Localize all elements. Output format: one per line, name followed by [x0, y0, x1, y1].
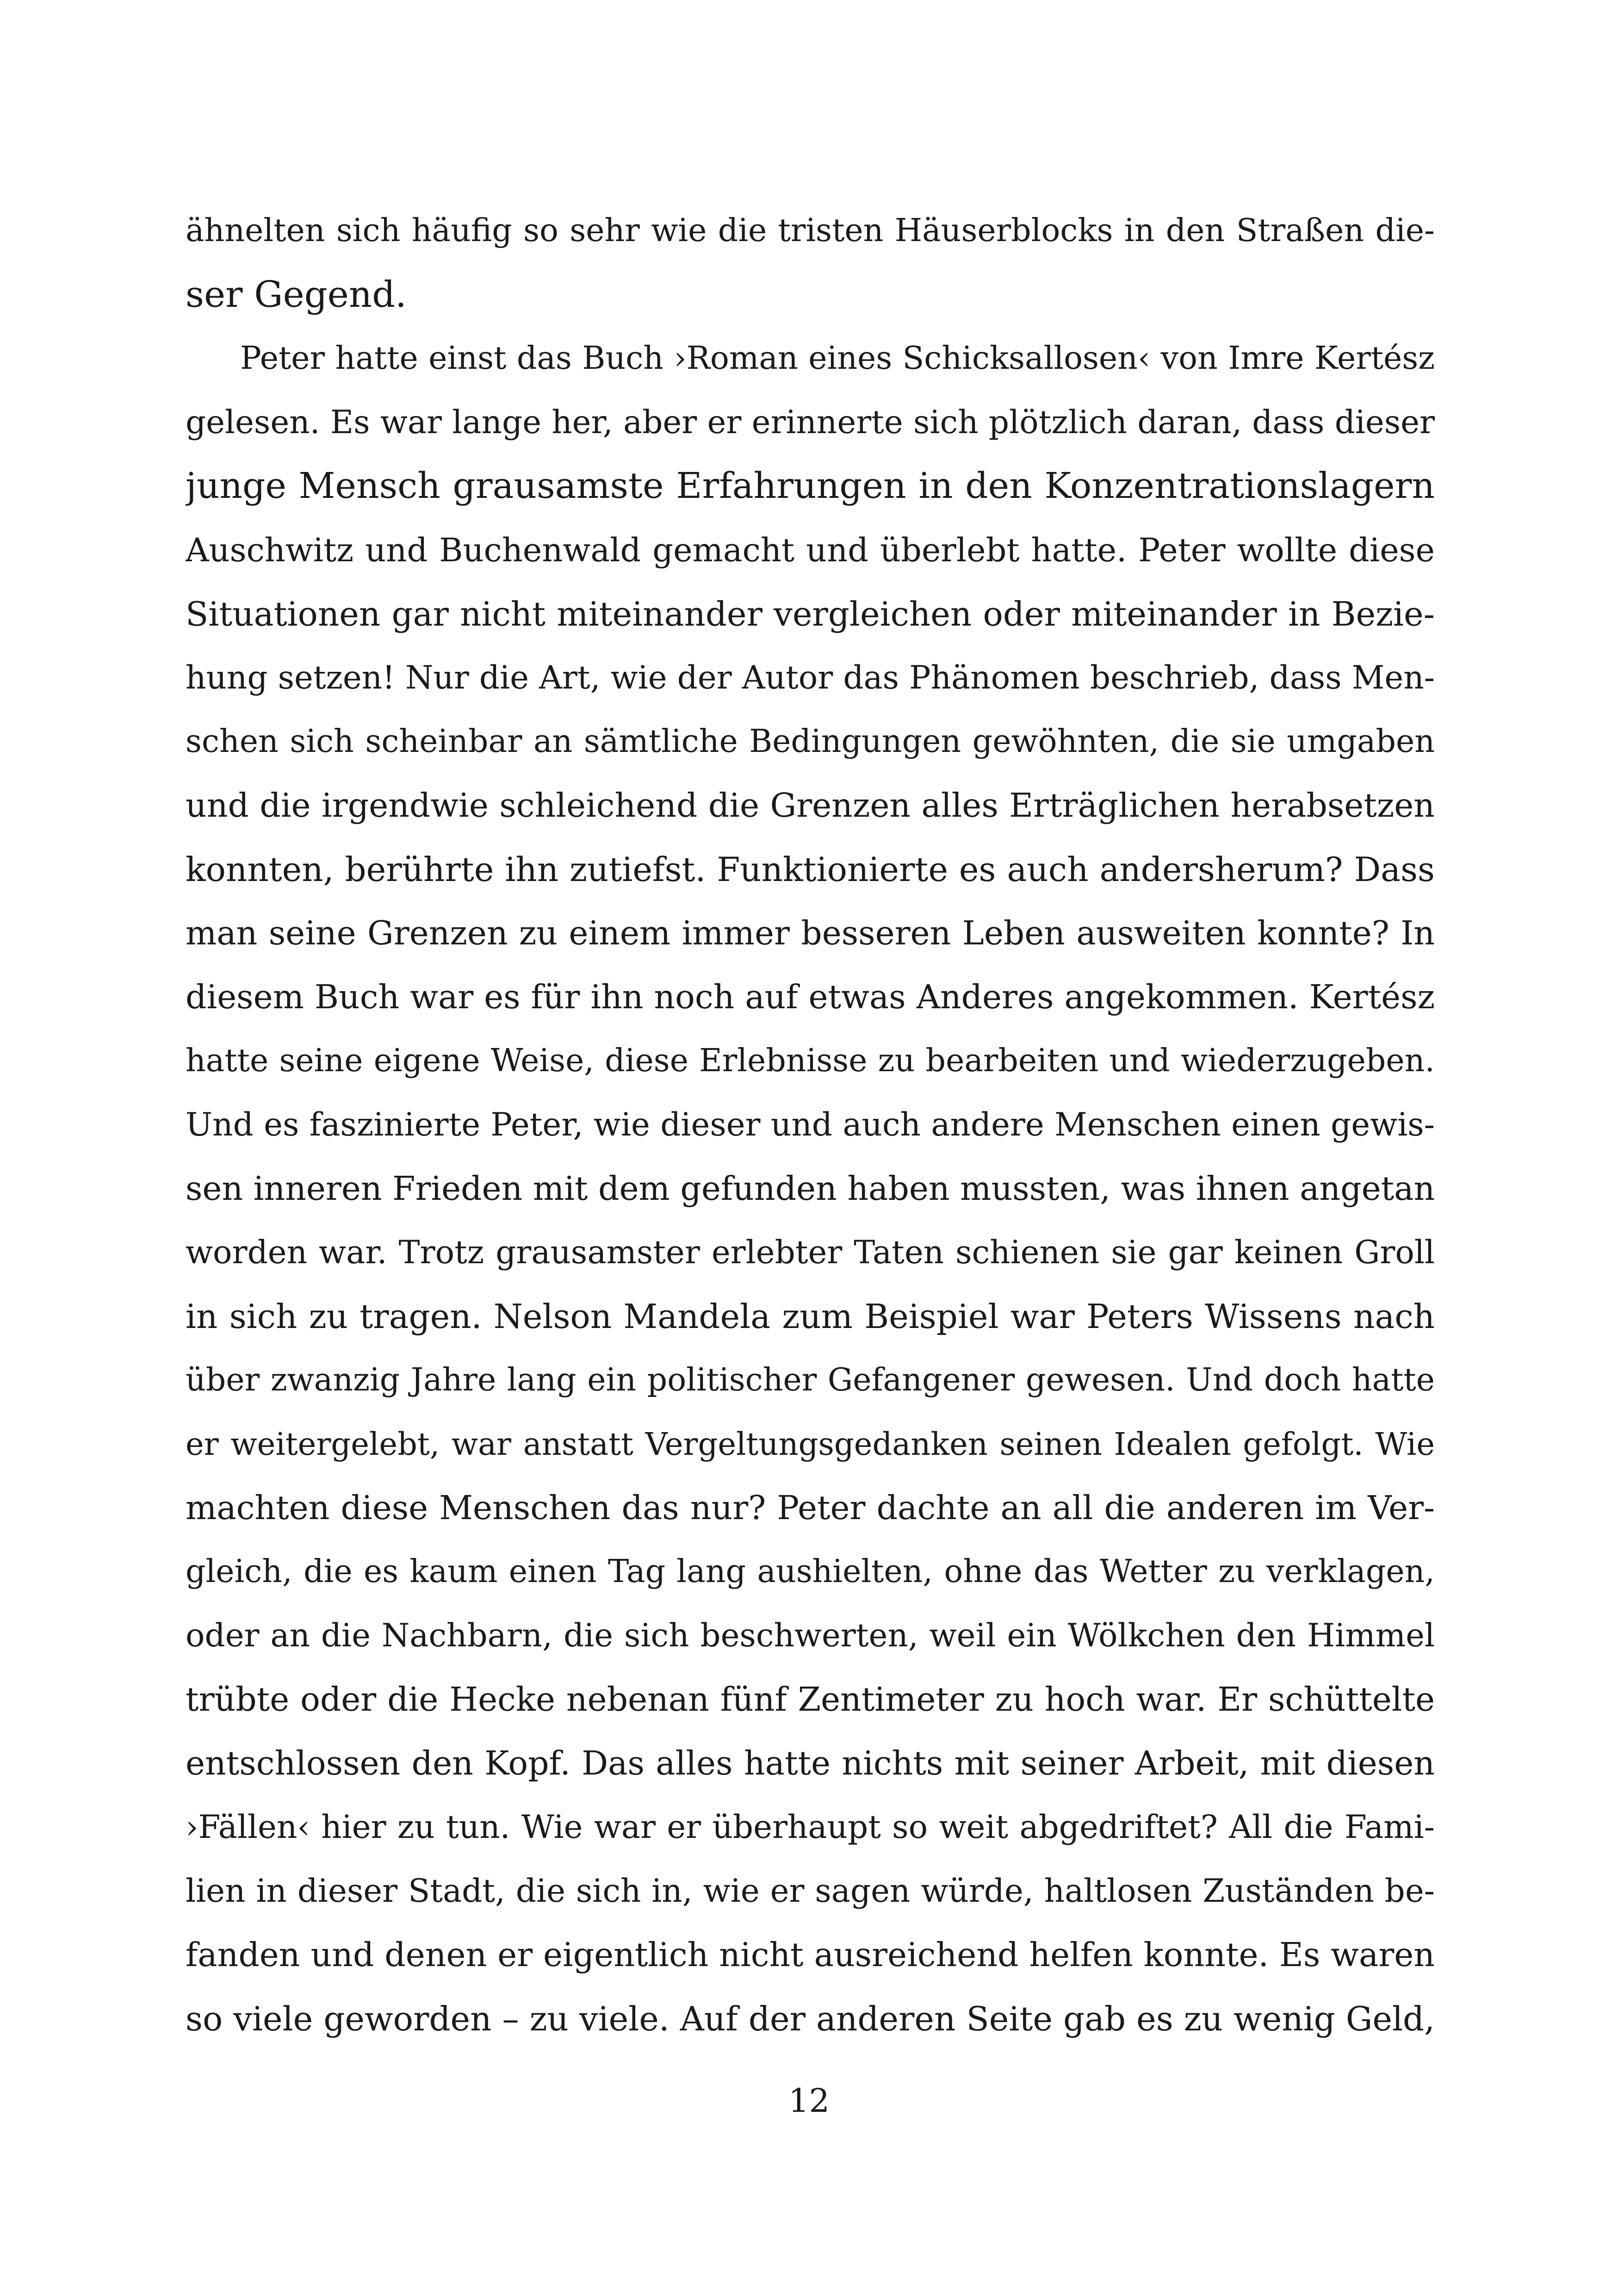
text-line: lien in dieser Stadt, die sich in, wie er sagen würde, haltlosen Zuständen be-	[186, 1873, 1435, 1910]
text-line: entschlossen den Kopf. Das alles hatte nichts mit seiner Arbeit, mit diesen	[186, 1744, 1435, 1782]
text-line: über zwanzig Jahre lang ein politischer Gefangener gewesen. Und doch hatte	[186, 1362, 1435, 1398]
text-line: sen inneren Frieden mit dem gefunden haben mussten, was ihnen angetan	[186, 1169, 1435, 1208]
text-line: fanden und denen er eigentlich nicht ausreichend helfen konnte. Es waren	[186, 1936, 1435, 1974]
body-text	[186, 199, 1435, 2051]
text-line: diesem Buch war es für ihn noch auf etwas Anderes angekommen. Kertész	[186, 978, 1435, 1016]
text-line: er weitergelebt, war anstatt Vergeltungsgedanken seinen Idealen gefolgt. Wie	[186, 1426, 1435, 1462]
text-line: oder an die Nachbarn, die sich beschwerten, weil ein Wölkchen den Himmel	[186, 1617, 1435, 1654]
page-number: 12	[788, 2082, 830, 2120]
text-line: junge Mensch grausamste Erfahrungen in den Konzentrationslagern	[186, 465, 1435, 507]
text-line: schen sich scheinbar an sämtliche Bedingungen gewöhnten, die sie umgaben	[186, 723, 1435, 760]
text-line: ser Gegend.	[186, 274, 407, 316]
text-line: gleich, die es kaum einen Tag lang aushielten, ohne das Wetter zu verklagen,	[186, 1553, 1435, 1590]
text-line: Und es faszinierte Peter, wie dieser und auch andere Menschen einen gewis-	[186, 1106, 1435, 1143]
text-line: und die irgendwie schleichend die Grenzen alles Erträglichen herabsetzen	[186, 786, 1435, 825]
text-line: ähnelten sich häufig so sehr wie die tristen Häuserblocks in den Straßen die-	[186, 212, 1435, 249]
text-line: hung setzen! Nur die Art, wie der Autor das Phänomen beschrieb, dass Men-	[186, 659, 1435, 696]
text-line: Peter hatte einst das Buch ›Roman eines Schicksallosen‹ von Imre Kertész	[240, 340, 1435, 377]
text-line: man seine Grenzen zu einem immer besseren Leben ausweiten konnte? In	[186, 914, 1435, 952]
text-line: Situationen gar nicht miteinander vergleichen oder miteinander in Bezie-	[186, 595, 1435, 633]
text-line: so viele geworden – zu viele. Auf der anderen Seite gab es zu wenig Geld,	[186, 1999, 1435, 2038]
text-line: trübte oder die Hecke nebenan fünf Zentimeter zu hoch war. Er schüttelte	[186, 1680, 1435, 1719]
text-line: worden war. Trotz grausamster erlebter Taten schienen sie gar keinen Groll	[186, 1234, 1435, 1271]
text-line: machten diese Menschen das nur? Peter dachte an all die anderen im Ver-	[186, 1489, 1435, 1527]
text-line: konnten, berührte ihn zutiefst. Funktionierte es auch andersherum? Dass	[186, 850, 1435, 889]
text-line: ›Fällen‹ hier zu tun. Wie war er überhaupt so weit abgedriftet? All die Fami-	[186, 1809, 1435, 1846]
text-line: gelesen. Es war lange her, aber er erinnerte sich plötzlich daran, dass dieser	[186, 404, 1435, 441]
text-line: in sich zu tragen. Nelson Mandela zum Beispiel war Peters Wissens nach	[186, 1297, 1435, 1336]
text-line: hatte seine eigene Weise, diese Erlebnisse zu bearbeiten und wiederzugeben.	[186, 1043, 1435, 1079]
text-line: Auschwitz und Buchenwald gemacht und überlebt hatte. Peter wollte diese	[186, 531, 1435, 569]
